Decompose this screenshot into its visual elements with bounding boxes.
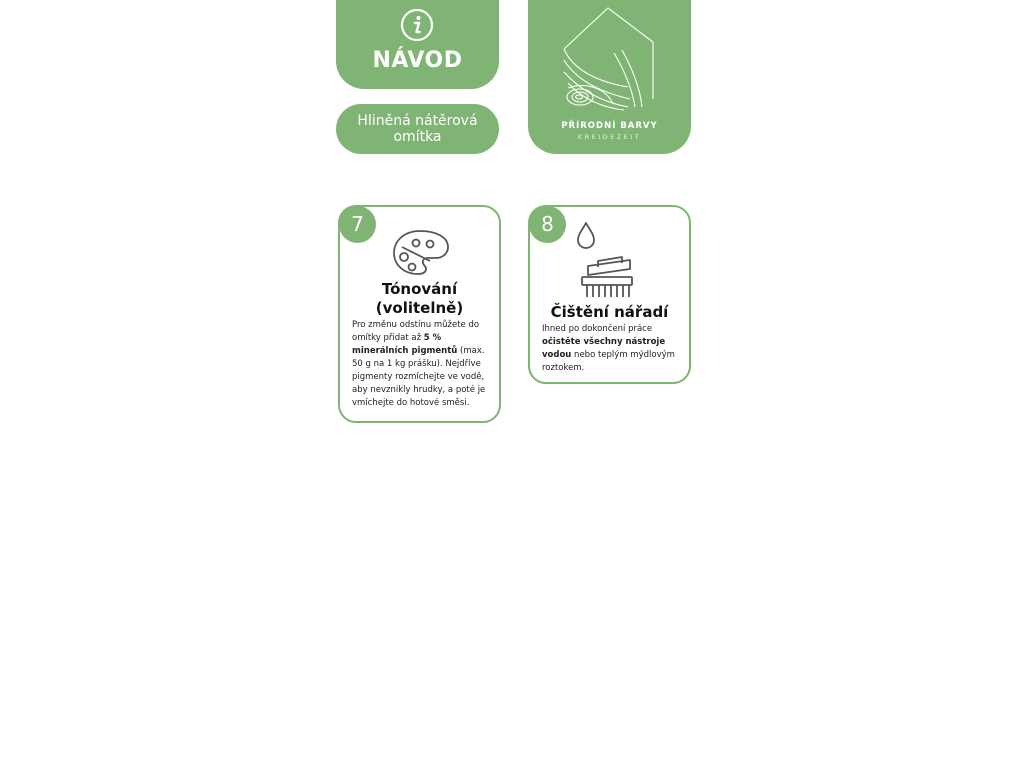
palette-icon bbox=[390, 227, 452, 279]
brand-subname: KREIDEZEIT bbox=[577, 133, 642, 141]
navod-header bbox=[336, 0, 499, 89]
product-name-pill bbox=[336, 104, 499, 154]
step-number-badge: 8 bbox=[529, 206, 566, 243]
step-title: Čištění nářadí bbox=[550, 303, 669, 321]
brand-logo bbox=[528, 0, 691, 154]
step-number-badge: 7 bbox=[339, 206, 376, 243]
step-card-8 bbox=[528, 205, 691, 384]
page-title: NÁVOD bbox=[372, 48, 463, 73]
product-name: Hliněná nátěrová omítka bbox=[357, 113, 478, 145]
brand-name: PŘÍRODNÍ BARVY bbox=[561, 121, 658, 131]
step-card-7 bbox=[338, 205, 501, 423]
step-description: Ihned po dokončení práce očistěte všechny nástroje vodou nebo teplým mýdlovým roztokem. bbox=[542, 324, 675, 373]
info-icon bbox=[400, 8, 434, 42]
step-title: Tónování (volitelně) bbox=[375, 280, 464, 317]
brush-icon bbox=[574, 221, 640, 301]
step-description: Pro změnu odstínu můžete do omítky přidat až 5 % minerálních pigmentů (max. 50 g na 1 kg prášku). Nejdříve pigmenty rozmíchejte ve vodě, aby nevznikly hrudky, a poté je vmíchejte do hotové směsi. bbox=[352, 320, 486, 408]
